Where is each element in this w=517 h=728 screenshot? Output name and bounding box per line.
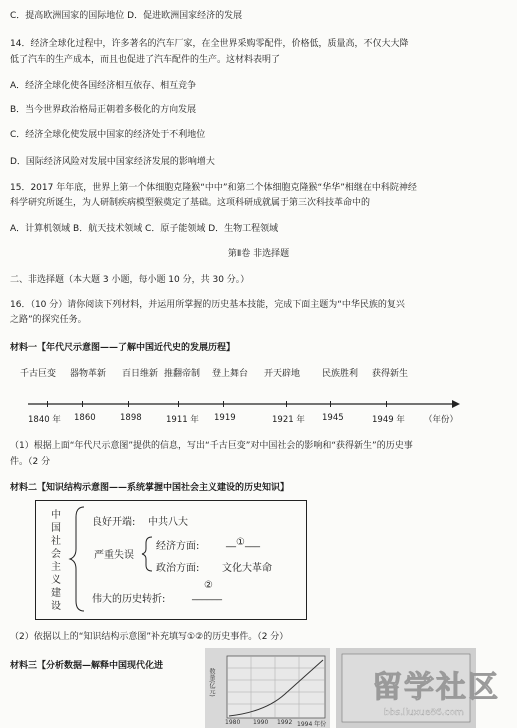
material-one-heading: 材料一【年代尺示意图——了解中国近代史的发展历程】 [10, 343, 236, 353]
timeline-event: 百日维新 [122, 369, 159, 379]
timeline-year: 1921 年 [272, 415, 305, 425]
politics-value: 文化大革命 [222, 563, 272, 574]
option-b: B．当今世界政治格局正朝着多极化的方向发展 [10, 105, 197, 115]
question-16: 16．（10 分）请你阅读下列材料，并运用所掌握的历史基本技能，完成下面主题为“中华民族的复兴 [10, 300, 405, 310]
option-a: A．经济全球化使各国经济相互依存、相互竞争 [10, 81, 197, 91]
timeline-axis [28, 400, 460, 410]
politics-label: 政治方面: [156, 563, 200, 574]
timeline-event: 开天辟地 [264, 369, 301, 379]
material-three-heading: 材料三【分析数据—解释中国现代化进 [10, 661, 164, 671]
turning-label: 伟大的历史转折: [92, 594, 166, 605]
option-c: C．经济全球化使发展中国家的经济处于不利地位 [10, 130, 206, 140]
econ-label: 经济方面: [156, 541, 200, 552]
side-char: 会 [51, 549, 61, 560]
timeline-tick [178, 401, 179, 407]
question-15-cont: 科学研究所诞生，为人研制疾病模型猴奠定了基础。这项科研成就属于第三次科技革命中的 [10, 198, 371, 208]
thumb-xtick: 1990 [253, 719, 269, 726]
side-char: 设 [51, 601, 61, 612]
timeline-tick [47, 401, 48, 407]
question-16-cont: 之路”的探究任务。 [10, 315, 87, 325]
timeline-year: 1949 年 [372, 415, 405, 425]
timeline-year: 1840 年 [28, 415, 61, 425]
timeline-tick [128, 401, 129, 407]
timeline-event: 器物革新 [70, 369, 107, 379]
thumb-ylabel: 数量(亿元) [208, 668, 215, 697]
subquestion-1: （1）根据上面“年代尺示意图”提供的信息，写出“千古巨变”对中国社会的影响和“获得新生”的历史事 [10, 441, 413, 451]
watermark-brand: 留学社区 [372, 670, 500, 705]
subquestion-2: （2）依据以上的“知识结构示意图”补充填写①②的历史事件。（2 分） [10, 632, 289, 642]
section-title: 第Ⅱ卷 非选择题 [227, 249, 290, 259]
subquestion-1-cont: 件。（2 分 [10, 457, 51, 467]
timeline-year: 1911 年 [166, 415, 199, 425]
timeline-tick [386, 401, 387, 407]
side-char: 国 [51, 523, 61, 534]
part-two-heading: 二、非选择题（本大题 3 小题，每小题 10 分，共 30 分。） [10, 275, 250, 285]
timeline-tick [286, 401, 287, 407]
timeline-year: 1898 [120, 413, 142, 423]
timeline-event: 民族胜利 [322, 369, 359, 379]
data-chart-thumbnail [205, 648, 330, 728]
side-char: 社 [51, 536, 61, 547]
timeline-tick [223, 401, 224, 407]
turning-mark: ② [204, 580, 213, 591]
watermark-url: bbs.liuxue86.com [384, 708, 464, 718]
thumb-xtick: 1992 [277, 719, 293, 726]
timeline-tick [82, 401, 83, 407]
timeline-year: 1860 [74, 413, 96, 423]
econ-blank: __①___ [226, 537, 260, 548]
question-15: 15．2017 年年底，世界上第一个体细胞克隆猴“中中”和第二个体细胞克隆猴“华华”相继在中科院神经 [10, 183, 417, 193]
side-char: 主 [51, 562, 61, 573]
thumb-xtick: 1980 [225, 719, 241, 726]
timeline-year: 1919 [214, 413, 236, 423]
question-14: 14．经济全球化过程中，许多著名的汽车厂家，在全世界采购零配件，价格低，质量高，不仅大大降 [10, 39, 409, 49]
option-d: D．国际经济风险对发展中国家经济发展的影响增大 [10, 157, 215, 167]
material-two-heading: 材料二【知识结构示意图——系统掌握中国社会主义建设的历史知识】 [10, 483, 290, 493]
timeline-event: 推翻帝制 [164, 369, 201, 379]
thumb-xtick: 1994 年份 [297, 721, 327, 728]
mistakes-label: 严重失误 [94, 550, 134, 561]
side-char: 中 [51, 510, 61, 521]
good-start-label: 良好开端: [92, 517, 136, 528]
timeline-tick [330, 401, 331, 407]
side-char: 建 [51, 588, 61, 599]
question-15-options: A．计算机领域 B．航天技术领域 C．原子能领域 D．生物工程领域 [10, 224, 279, 234]
question-14-cont: 低了汽车的生产成本，而且也促进了汽车配件的生产。这材料表明了 [10, 55, 281, 65]
timeline-year: 1945 [322, 413, 344, 423]
good-start-value: 中共八大 [148, 517, 188, 528]
timeline-event: 千古巨变 [20, 369, 57, 379]
turning-blank: ______ [192, 590, 222, 601]
timeline-event: 获得新生 [372, 369, 409, 379]
option-line-c: C．提高欧洲国家的国际地位 D．促进欧洲国家经济的发展 [10, 11, 243, 21]
timeline-year-unit: （年份） [424, 415, 459, 425]
side-char: 义 [51, 575, 61, 586]
timeline-event: 登上舞台 [212, 369, 249, 379]
